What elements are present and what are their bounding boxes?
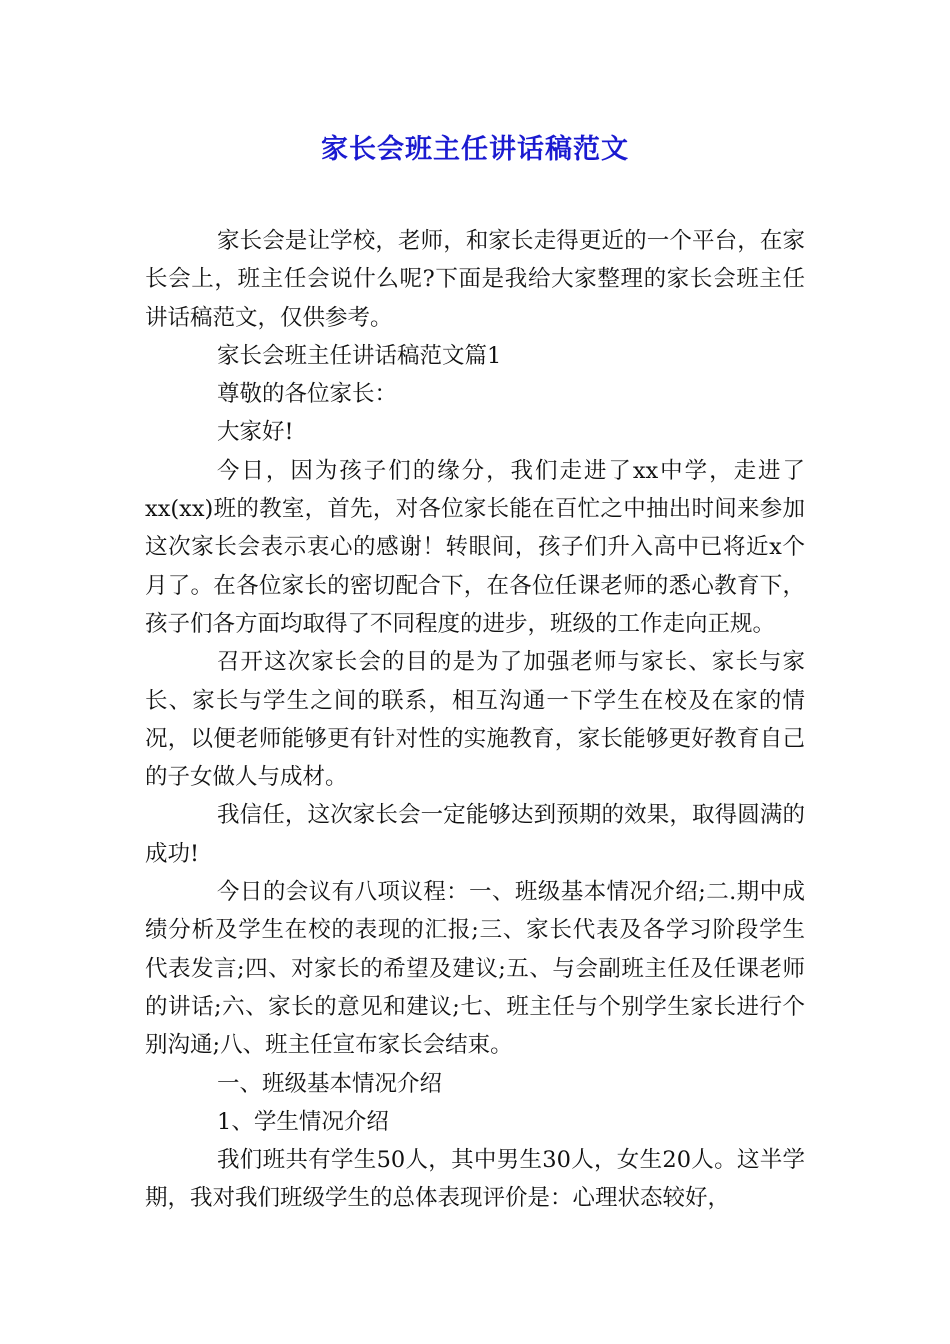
paragraph: 我信任，这次家长会一定能够达到预期的效果，取得圆满的成功! <box>145 802 805 867</box>
paragraph: 召开这次家长会的目的是为了加强老师与家长、家长与家长、家长与学生之间的联系，相互沟通一下学生在校及在家的情况，以便老师能够更有针对性的实施教育，家长能够更好教育自己的子女做人与成材。 <box>145 649 805 791</box>
section-heading: 家长会班主任讲话稿范文篇1 <box>217 342 502 369</box>
paragraph: 今日的会议有八项议程：一、班级基本情况介绍;二.期中成绩分析及学生在校的表现的汇报;三、家长代表及各学习阶段学生代表发言;四、对家长的希望及建议;五、与会副班主任及任课老师的讲话;六、家长的意见和建议;七、班主任与个别学生家长进行个别沟通;八、班主任宣布家长会结束。 <box>145 879 805 1059</box>
subsection-heading: 1、学生情况介绍 <box>217 1108 389 1135</box>
document-body <box>145 222 805 1218</box>
paragraph: 今日，因为孩子们的缘分，我们走进了xx中学，走进了xx(xx)班的教室，首先，对各位家长能在百忙之中抽出时间来参加这次家长会表示衷心的感谢！转眼间，孩子们升入高中已将近x个月了。在各位家长的密切配合下，在各位任课老师的悉心教育下，孩子们各方面均取得了不同程度的进步，班级的工作走向正规。 <box>145 457 805 637</box>
paragraph: 家长会是让学校，老师，和家长走得更近的一个平台，在家长会上，班主任会说什么呢?下面是我给大家整理的家长会班主任讲话稿范文，仅供参考。 <box>145 228 805 331</box>
salutation: 尊敬的各位家长： <box>217 381 398 408</box>
subsection-heading: 一、班级基本情况介绍 <box>217 1070 443 1097</box>
document-title: 家长会班主任讲话稿范文 <box>321 134 629 165</box>
greeting: 大家好! <box>217 419 294 446</box>
paragraph: 我们班共有学生50人，其中男生30人，女生20人。这半学期，我对我们班级学生的总体表现评价是：心理状态较好， <box>145 1147 805 1212</box>
